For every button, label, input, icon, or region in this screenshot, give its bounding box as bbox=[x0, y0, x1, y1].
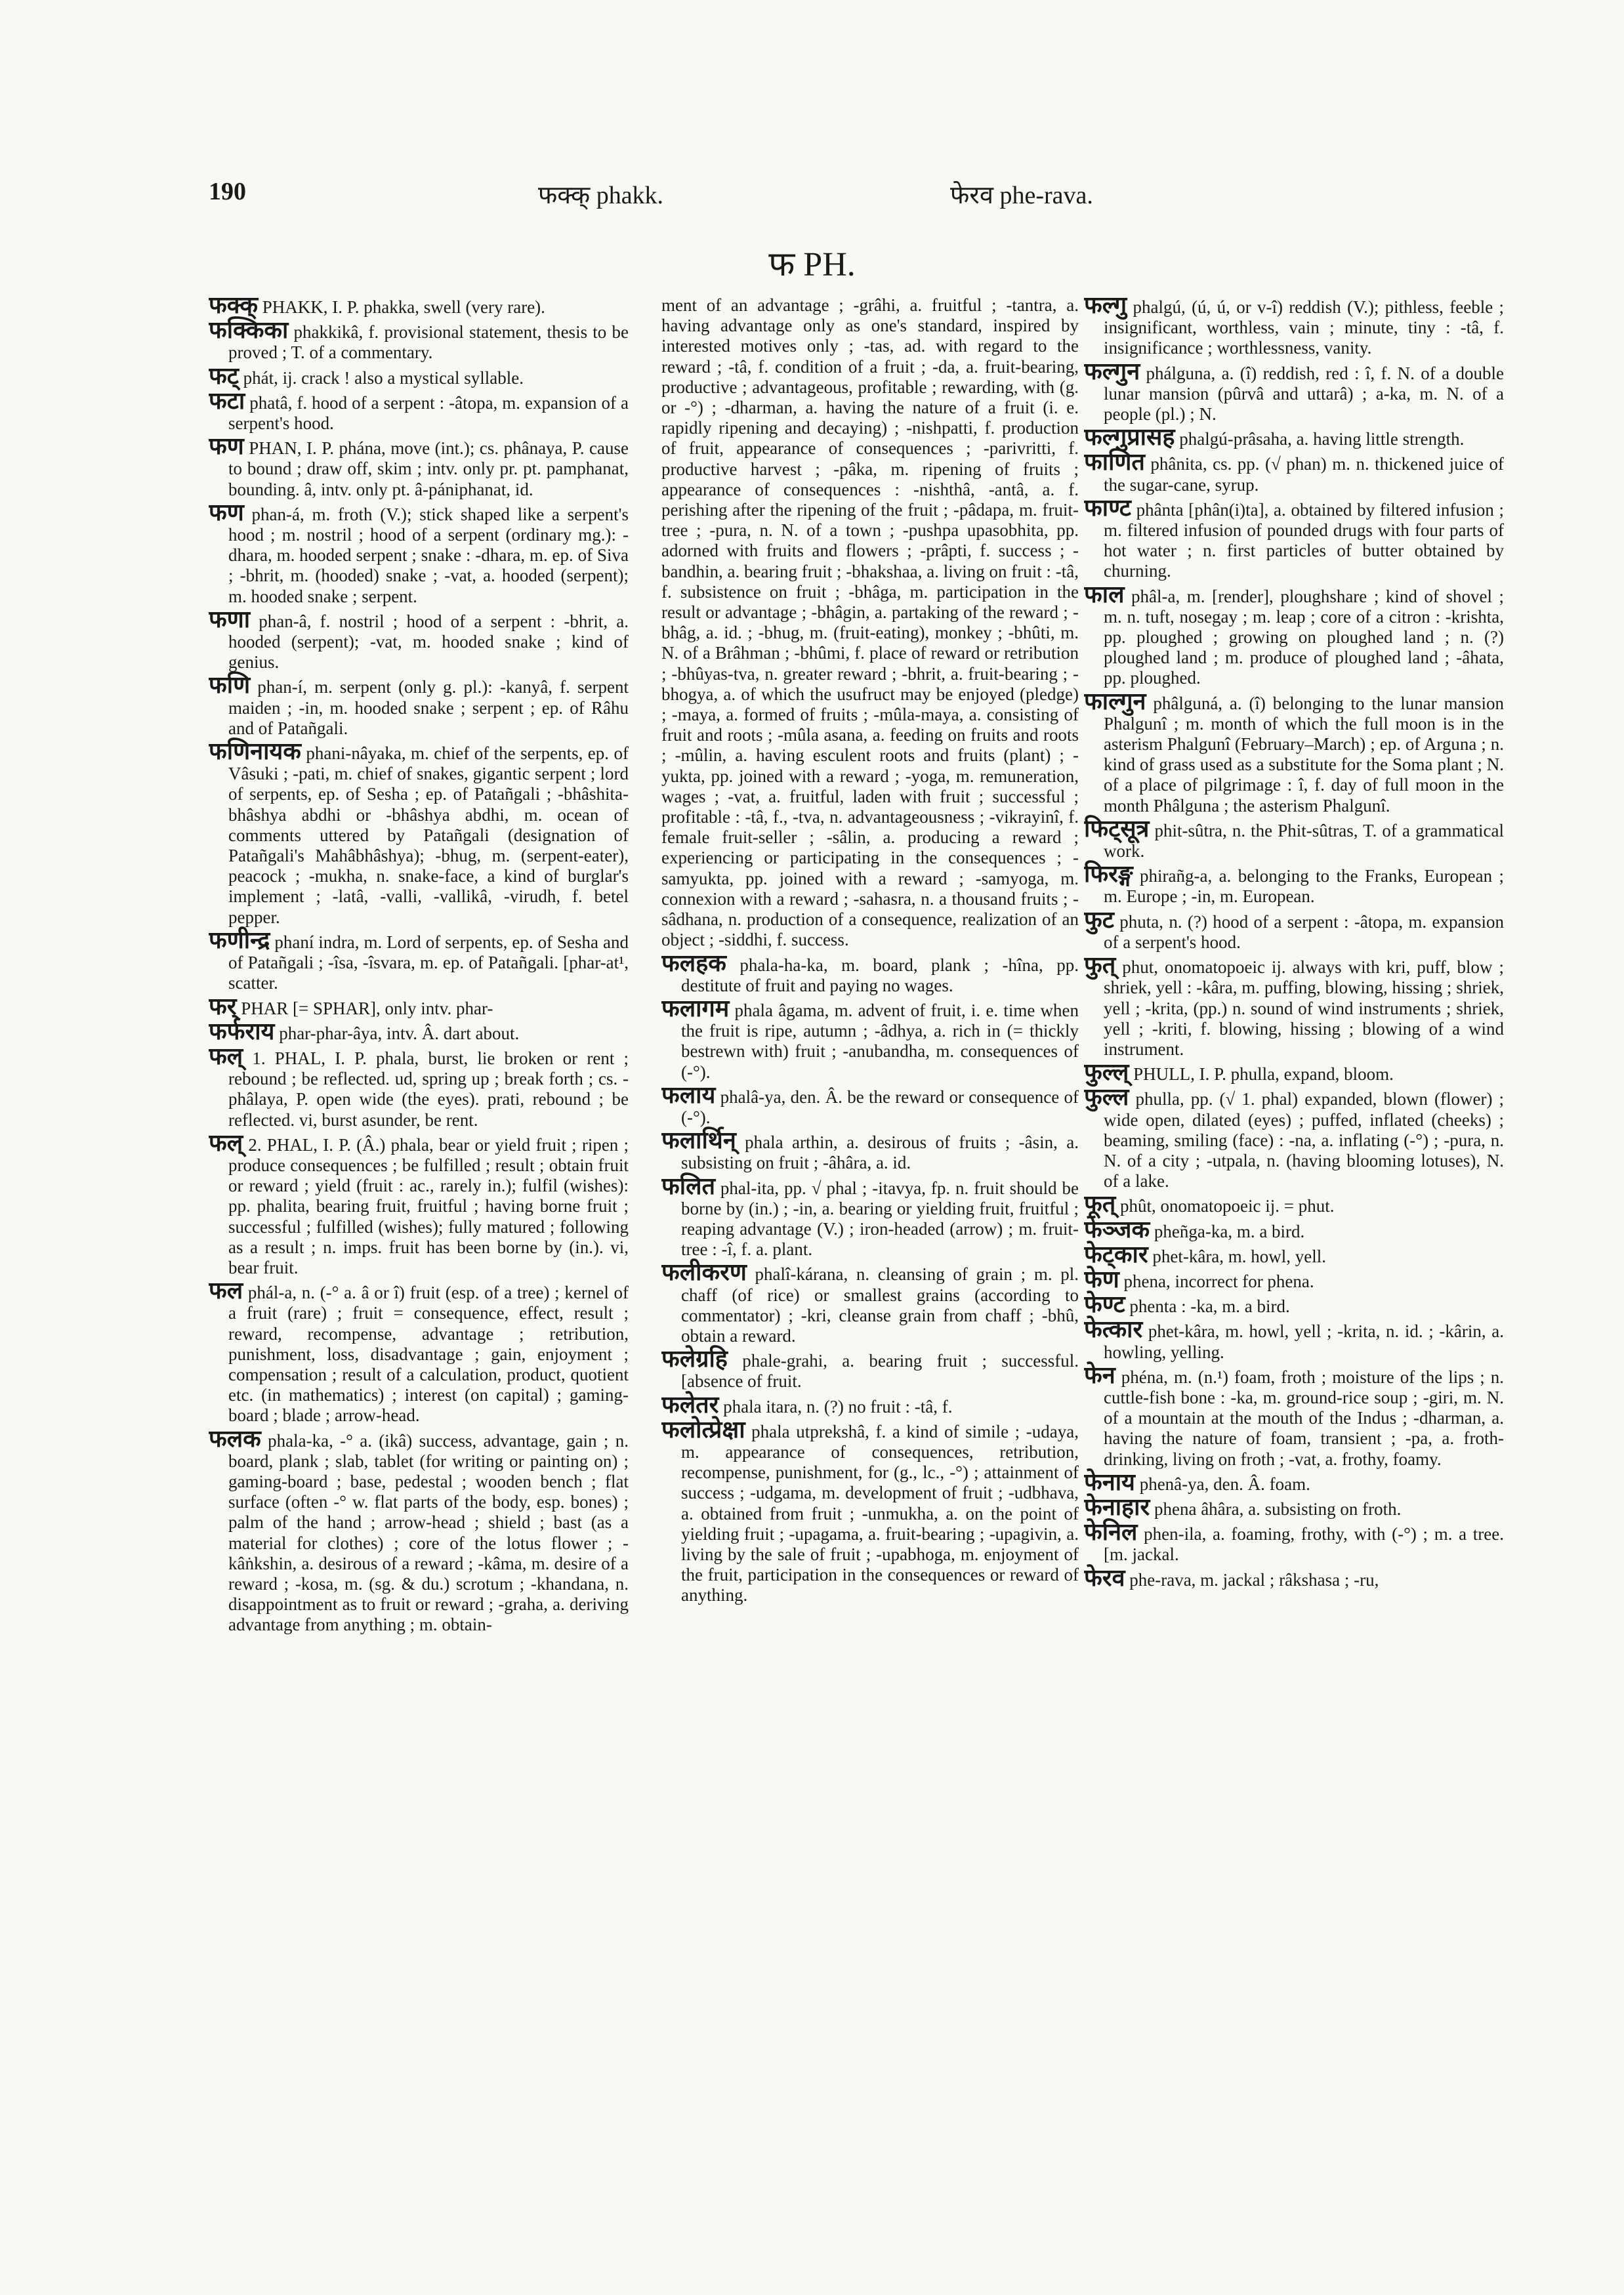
headword: फण bbox=[209, 433, 244, 461]
headword: फलक bbox=[209, 1425, 261, 1453]
headword: फेरव bbox=[1084, 1564, 1125, 1592]
dictionary-entry bbox=[1084, 906, 1504, 953]
dictionary-entry bbox=[209, 295, 629, 318]
column-2 bbox=[661, 295, 1079, 2231]
entry-text: phál-a, n. (-° a. â or î) fruit (esp. of a tree) ; kernel of a fruit (rare) ; fruit = consequence, effect, result ; reward, recompense, advantage ; retribution, punishment, loss, disadvantage ; gain, enjoyment ; compensation ; result of a calculation, product, quotient etc. (in mathematics) ; interest (on capital) ; gaming-board ; blade ; arrow-head. bbox=[228, 1283, 629, 1426]
dictionary-entry bbox=[661, 949, 1079, 996]
headword: फणीन्द्र bbox=[209, 926, 270, 954]
dictionary-entry bbox=[661, 1081, 1079, 1128]
entry-text: phuta, n. (?) hood of a serpent : -âtopa, m. expansion of a serpent's hood. bbox=[1104, 911, 1504, 952]
headword: फेनाय bbox=[1084, 1468, 1135, 1496]
column-1 bbox=[209, 295, 629, 2231]
dictionary-entry bbox=[1084, 861, 1504, 907]
headword: फिट्सूत्र bbox=[1084, 815, 1150, 842]
entry-text: phan-í, m. serpent (only g. pl.): -kanyâ, f. serpent maiden ; -in, m. hooded snake ; serpent ; ep. of Râhu and of Patañgali. bbox=[228, 677, 629, 738]
dictionary-entry bbox=[661, 1127, 1079, 1173]
dictionary-entry bbox=[1084, 1468, 1504, 1496]
dictionary-entry bbox=[209, 606, 629, 673]
headword: फाण्ट bbox=[1084, 494, 1131, 522]
left-guide-word: फक्क् phakk. bbox=[538, 182, 664, 209]
entry-text: 2. PHAL, I. P. (Â.) phala, bear or yield fruit ; ripen ; produce consequences ; be fulfilled ; result ; obtain fruit or reward ; yield (fruit : ac., rarely in.); fulfil (wishes): pp. phalita, bearing fruit, fruitful ; having borne fruit ; successful ; fulfilled (wishes); fully matured ; following as a result ; n. imps. fruit has been borne by (in.). vi, bear fruit. bbox=[228, 1134, 629, 1277]
entry-text: pheñga-ka, m. a bird. bbox=[1150, 1221, 1305, 1241]
entry-text: phalâ-ya, den. Â. be the reward or consequence of (-°). bbox=[681, 1086, 1079, 1127]
page-number: 190 bbox=[209, 178, 246, 205]
entry-text: phani-nâyaka, m. chief of the serpents, ep. of Vâsuki ; -pati, m. chief of snakes, gigantic serpent ; lord of serpents, ep. of Sesha ; ep. of Patañgali ; -bhâshita-bhâshya abdhi or -bhâshya abdhi, m. ocean of comments uttered by Patañgali (designation of Patañgali's Mahâbhâshya); -bhug, m. (serpent-eater), peacock ; -mukha, n. snake-face, a kind of burglar's implement ; -latâ, -valli, -vallikâ, -virudh, f. betel pepper. bbox=[228, 743, 629, 927]
dictionary-entry bbox=[661, 1391, 1079, 1418]
headword: फेनिल bbox=[1084, 1519, 1138, 1546]
headword: फेनाहार bbox=[1084, 1493, 1150, 1521]
headword: फेण bbox=[1084, 1266, 1119, 1293]
dictionary-entry bbox=[1084, 1361, 1504, 1470]
entry-text: PHAR [= SPHAR], only intv. phar- bbox=[236, 998, 493, 1018]
entry-text: phéna, m. (n.¹) foam, froth ; moisture of the lips ; n. cuttle-fish bone : -ka, m. ground-rice soup ; -giri, m. N. of a mountain at the mouth of the Indus ; -dharman, a. having the nature of foam, transient ; -pa, a. froth-drinking, living on froth ; -vat, a. frothy, foamy. bbox=[1104, 1367, 1504, 1469]
entry-text: phe-rava, m. jackal ; râkshasa ; -ru, bbox=[1125, 1569, 1379, 1590]
dictionary-entry bbox=[209, 993, 629, 1020]
entry-text: phalgú-prâsaha, a. having little strength. bbox=[1175, 429, 1465, 449]
dictionary-entry bbox=[1084, 358, 1504, 425]
headword: फर् bbox=[209, 993, 237, 1020]
headword: फेत्कार bbox=[1084, 1316, 1143, 1344]
dictionary-entry bbox=[1084, 494, 1504, 582]
headword: फलेग्रहि bbox=[661, 1346, 728, 1373]
entry-text: PHAN, I. P. phána, move (int.); cs. phânaya, P. cause to bound ; draw off, skim ; intv. only pr. pt. pamphanat, bounding. â, intv. only pt. â-pániphanat, id. bbox=[228, 438, 629, 499]
entry-text: phen-ila, a. foaming, frothy, with (-°) ; m. a tree. [m. jackal. bbox=[1104, 1524, 1504, 1565]
entry-text: phakkikâ, f. provisional statement, thesis to be proved ; T. of a commentary. bbox=[228, 322, 629, 363]
entry-text: phatâ, f. hood of a serpent : -âtopa, m. expansion of a serpent's hood. bbox=[228, 392, 629, 434]
entry-text: phala-ka, -° a. (ikâ) success, advantage, gain ; n. board, plank ; slab, tablet (for writing or painting on) ; gaming-board ; base, pedestal ; wooden bench ; flat surface (often -° w. flat parts of the body, esp. bones) ; palm of the hand ; arrow-head ; shield ; bast (as a material for clothes) ; core of the lotus flower ; -kâṅkshin, a. desirous of a reward ; -kâma, m. desire of a reward ; -kosa, m. (sg. & du.) scrotum ; -khandana, n. disappointment as to fruit or reward ; -graha, a. deriving advantage from anything ; m. obtain- bbox=[228, 1430, 629, 1635]
entry-text: phet-kâra, m. howl, yell ; -krita, n. id. ; -kârin, a. howling, yelling. bbox=[1104, 1321, 1504, 1362]
dictionary-entry bbox=[1084, 1216, 1504, 1243]
dictionary-entry bbox=[209, 317, 629, 363]
headword: फर्फराय bbox=[209, 1018, 275, 1045]
dictionary-entry bbox=[661, 1346, 1079, 1392]
entry-text: phenta : -ka, m. a bird. bbox=[1125, 1296, 1290, 1317]
headword: फेञ्जक bbox=[1084, 1216, 1150, 1243]
dictionary-entry bbox=[209, 433, 629, 500]
dictionary-entry bbox=[209, 499, 629, 607]
headword: फलेतर bbox=[661, 1391, 719, 1418]
entry-text: phânta [phân(i)ta], a. obtained by filtered infusion ; m. filtered infusion of pounded drugs with four parts of hot water ; n. first particles of butter obtained by churning. bbox=[1104, 499, 1504, 581]
headword: फुल्ल् bbox=[1084, 1059, 1129, 1086]
entry-text: phala âgama, m. advent of fruit, i. e. time when the fruit is ripe, autumn ; -âdhya, a. rich in (= thickly bestrewn with) fruit ; -anubandha, m. consequences of (-°). bbox=[681, 1000, 1079, 1082]
dictionary-entry bbox=[1084, 1059, 1504, 1086]
headword: फल्गु bbox=[1084, 295, 1127, 319]
dictionary-entry bbox=[209, 1277, 629, 1426]
dictionary-entry bbox=[209, 1018, 629, 1045]
dictionary-entry bbox=[1084, 1316, 1504, 1362]
entry-continuation: ment of an advantage ; -grâhi, a. fruitful ; -tantra, a. having advantage only as one's standard, inspired by interested motives only ; -tas, ad. with regard to the reward ; -tâ, f. condition of a fruit ; -da, a. fruit-bearing, productive ; advantageous, profitable ; rewarding, with (g. or -°) ; -dharman, a. having the nature of a fruit (i. e. rapidly ripening and decaying) ; -nishpatti, f. production of fruit, appearance of consequences ; -parivritti, f. productive harvest ; -pâka, m. ripening of fruits ; appearance of consequences : -nishthâ, -antâ, a. f. perishing after the ripening of the fruit ; -pâdapa, m. fruit-tree ; -pura, n. N. of a town ; -pushpa upasobhita, pp. adorned with fruits and flowers ; -prâpti, f. success ; -bandhin, a. bearing fruit ; -bhakshaa, a. living on fruit : -tâ, f. subsistence on fruit ; -bhâga, m. participation in the result or advantage ; -bhâgin, a. partaking of the reward ; -bhâg, a. id. ; -bhug, m. (fruit-eating), monkey ; -bhûti, m. N. of a Brâhman ; -bhûmi, f. place of reward or retribution ; -bhûyas-tva, n. greater reward ; -bhrit, a. fruit-bearing ; -bhogya, a. of which the usufruct may be enjoyed (pledge) ; -maya, a. formed of fruits ; -mûla-maya, a. consisting of fruit and roots ; -mûla asana, a. feeding on fruits and roots ; -mûlin, a. having esculent roots and fruits (plant) ; -yukta, pp. joined with a reward ; -yoga, m. remuneration, wages ; -vat, a. fruitful, laden with fruit ; successful ; profitable : -tâ, f., -tva, n. advantageousness ; -vikrayinî, f. female fruit-seller ; -sâlin, a. producing a reward ; experiencing or participating in the consequences ; -samyukta, pp. joined with a reward ; -samyoga, m. connexion with a reward ; -sahasra, n. a thousand fruits ; -sâdhana, n. production of a consequence, realization of an object ; -siddhi, f. success. bbox=[661, 295, 1079, 950]
dictionary-entry bbox=[209, 1043, 629, 1130]
dictionary-entry bbox=[209, 1129, 629, 1278]
entry-text: phalî-kárana, n. cleansing of grain ; m. pl. chaff (of rice) or smallest grains (according to commentator) ; -kri, cleanse grain from chaff ; -bhû, obtain a reward. bbox=[681, 1264, 1079, 1346]
dictionary-entry bbox=[1084, 1493, 1504, 1521]
entry-text: phâlguná, a. (î) belonging to the lunar mansion Phalgunî ; m. month of which the full moon is in the asterism Phalgunî (February–March) ; ep. of Arguna ; n. kind of grass used as a substitute for the Soma plant ; N. of a place of pilgrimage : î, f. day of full moon in the month Phâlguna ; the asterism Phalgunî. bbox=[1104, 693, 1504, 816]
headword: फुल्ल bbox=[1084, 1084, 1129, 1111]
headword: फल्गुप्रासह bbox=[1084, 424, 1175, 451]
entry-text: phala itara, n. (?) no fruit : -tâ, f. bbox=[718, 1396, 953, 1416]
entry-text: PHULL, I. P. phulla, expand, bloom. bbox=[1129, 1064, 1394, 1085]
dictionary-entry bbox=[1084, 1564, 1504, 1592]
headword: फेण्ट bbox=[1084, 1291, 1125, 1319]
dictionary-entry bbox=[209, 1425, 629, 1636]
entry-text: phirañg-a, a. belonging to the Franks, European ; m. Europe ; -in, m. European. bbox=[1104, 866, 1504, 907]
entry-text: phût, onomatopoeic ij. = phut. bbox=[1115, 1196, 1335, 1216]
headword: फुट bbox=[1084, 906, 1114, 934]
headword: फाणित bbox=[1084, 449, 1145, 476]
entry-text: phâl-a, m. [render], ploughshare ; kind of shovel ; m. n. tuft, nosegay ; m. leap ; core of a citron : -krishta, pp. ploughed ; growing on ploughed land ; n. (?) ploughed land ; m. produce of ploughed land ; -âhata, pp. ploughed. bbox=[1104, 586, 1504, 688]
headword: फाल्गुन bbox=[1084, 688, 1146, 715]
entry-text: phenâ-ya, den. Â. foam. bbox=[1135, 1474, 1310, 1494]
headword: फण bbox=[209, 499, 244, 526]
dictionary-entry bbox=[1084, 1266, 1504, 1293]
entry-text: phala arthin, a. desirous of fruits ; -âsin, a. subsisting on fruit ; -âhâra, a. id. bbox=[681, 1132, 1079, 1173]
entry-text: phálguna, a. (î) reddish, red : î, f. N. of a double lunar mansion (pûrvâ and uttarâ) ; a-ka, m. N. of a people (pl.) ; N. bbox=[1104, 363, 1504, 424]
entry-text: phut, onomatopoeic ij. always with kri, puff, blow ; shriek, yell : -kâra, m. puffing, blowing, hissing ; shriek, yell ; -krita, (pp.) n. sound of wind instruments ; shriek, yell ; -kriti, f. blowing, hissing ; blowing of a wind instrument. bbox=[1104, 957, 1504, 1059]
dictionary-entry bbox=[1084, 295, 1504, 359]
entry-text: phena âhâra, a. subsisting on froth. bbox=[1150, 1499, 1402, 1519]
headword: फल्गुन bbox=[1084, 358, 1140, 385]
headword: फक्किका bbox=[209, 317, 289, 344]
dictionary-entry bbox=[209, 926, 629, 994]
section-title: फ PH. bbox=[768, 246, 856, 283]
entry-text: PHAKK, I. P. phakka, swell (very rare). bbox=[258, 297, 545, 317]
entry-text: phar-phar-âya, intv. Â. dart about. bbox=[274, 1023, 520, 1043]
entry-text: phet-kâra, m. howl, yell. bbox=[1148, 1246, 1327, 1266]
headword: फल् bbox=[209, 1129, 243, 1157]
headword: फेट्कार bbox=[1084, 1241, 1148, 1268]
dictionary-entry bbox=[1084, 952, 1504, 1060]
headword: फलोत्प्रेक्षा bbox=[661, 1416, 745, 1443]
dictionary-entry bbox=[661, 1416, 1079, 1606]
headword: फट् bbox=[209, 362, 239, 390]
dictionary-entry bbox=[209, 738, 629, 928]
dictionary-entry bbox=[661, 1172, 1079, 1260]
dictionary-entry bbox=[1084, 449, 1504, 495]
headword: फल bbox=[209, 1277, 243, 1305]
headword: फल् bbox=[209, 1043, 243, 1070]
entry-text: phulla, pp. (√ 1. phal) expanded, blown (flower) ; wide open, dilated (eyes) ; puffed, inflated (cheeks) ; beaming, smiling (face) : -na, a. inflating (-°) ; -pura, n. N. of a city ; -utpala, n. (having blooming lotuses), N. of a lake. bbox=[1104, 1089, 1504, 1191]
dictionary-entry bbox=[661, 995, 1079, 1083]
dictionary-entry bbox=[1084, 581, 1504, 689]
right-guide-word: फेरव phe-rava. bbox=[950, 182, 1093, 209]
dictionary-entry bbox=[1084, 1241, 1504, 1268]
entry-text: phaní indra, m. Lord of serpents, ep. of Sesha and of Patañgali ; -îsa, -îsvara, m. ep. of Patañgali. [phar-at¹, scatter. bbox=[228, 932, 629, 993]
entry-text: phale-grahi, a. bearing fruit ; successful. [absence of fruit. bbox=[681, 1351, 1079, 1392]
headword: फलागम bbox=[661, 995, 730, 1022]
entry-text: 1. PHAL, I. P. phala, burst, lie broken or rent ; rebound ; be reflected. ud, spring up ; break forth ; cs. -phâlaya, P. open wide (the eyes). prati, rebound ; be reflected. vi, burst asunder, be rent. bbox=[228, 1048, 629, 1130]
column-3 bbox=[1084, 295, 1504, 2231]
headword: फलीकरण bbox=[661, 1259, 747, 1287]
headword: फलाय bbox=[661, 1081, 716, 1109]
headword: फक्क् bbox=[209, 295, 259, 319]
dictionary-entry bbox=[1084, 815, 1504, 861]
headword: फुत् bbox=[1084, 952, 1116, 980]
headword: फेन bbox=[1084, 1361, 1115, 1389]
headword: फलार्थिन् bbox=[661, 1127, 736, 1155]
entry-text: phal-ita, pp. √ phal ; -itavya, fp. n. fruit should be borne by (in.) ; -in, a. bearing or yielding fruit, fruitful ; reaping advantage (V.) ; iron-headed (arrow) ; m. fruit-tree : -î, f. a. plant. bbox=[681, 1178, 1079, 1260]
headword: फणिनायक bbox=[209, 738, 301, 766]
dictionary-entry bbox=[209, 362, 629, 390]
dictionary-entry bbox=[209, 672, 629, 739]
headword: फिरङ्ग bbox=[1084, 861, 1133, 888]
headword: फलित bbox=[661, 1172, 716, 1200]
headword: फाल bbox=[1084, 581, 1125, 608]
entry-text: phan-â, f. nostril ; hood of a serpent : -bhrit, a. hooded (serpent); -vat, m. hooded snake ; kind of genius. bbox=[228, 611, 629, 672]
dictionary-entry bbox=[1084, 1084, 1504, 1191]
entry-text: phena, incorrect for phena. bbox=[1119, 1271, 1314, 1291]
headword: फटा bbox=[209, 387, 245, 415]
headword: फलहक bbox=[661, 949, 726, 977]
dictionary-entry bbox=[1084, 424, 1504, 451]
headword: फणि bbox=[209, 672, 251, 699]
entry-text: phala utprekshâ, f. a kind of simile ; -udaya, m. appearance of consequences, retribution, recompense, punishment, for (g., lc., -°) ; attainment of success ; -udgama, m. development of fruit ; -udbhava, a. obtained from fruit ; -unmukha, a. on the point of yielding fruit ; -upagama, a. fruit-bearing ; -upagivin, a. living by the sale of fruit ; -upabhoga, m. enjoyment of the fruit, participation in the consequences or reward of anything. bbox=[681, 1421, 1079, 1605]
dictionary-entry bbox=[1084, 1191, 1504, 1218]
dictionary-entry bbox=[1084, 1519, 1504, 1565]
entry-text: phala-ha-ka, m. board, plank ; -hîna, pp. destitute of fruit and paying no wages. bbox=[681, 955, 1079, 995]
dictionary-entry bbox=[1084, 688, 1504, 816]
dictionary-entry bbox=[661, 1259, 1079, 1346]
entry-text: phalgú, (ú, ú, or v-î) reddish (V.); pithless, feeble ; insignificant, worthless, vain ; minute, tiny : -tâ, f. insignificance ; worthlessness, vanity. bbox=[1104, 297, 1504, 358]
entry-text: phânita, cs. pp. (√ phan) m. n. thickened juice of the sugar-cane, syrup. bbox=[1104, 454, 1504, 495]
headword: फूत् bbox=[1084, 1191, 1116, 1218]
dictionary-entry bbox=[1084, 1291, 1504, 1319]
dictionary-entry bbox=[209, 387, 629, 434]
entry-text: phit-sûtra, n. the Phit-sûtras, T. of a grammatical work. bbox=[1104, 820, 1504, 861]
headword: फणा bbox=[209, 606, 251, 633]
entry-text: phát, ij. crack ! also a mystical syllable. bbox=[238, 367, 524, 388]
entry-text: phan-á, m. froth (V.); stick shaped like a serpent's hood ; m. nostril ; hood of a serpent (ordinary mg.): -dhara, m. hooded serpent ; snake : -dhara, m. ep. of Siva ; -bhrit, m. (hooded) snake ; -vat, a. hooded (serpent); m. hooded snake ; serpent. bbox=[228, 504, 629, 606]
